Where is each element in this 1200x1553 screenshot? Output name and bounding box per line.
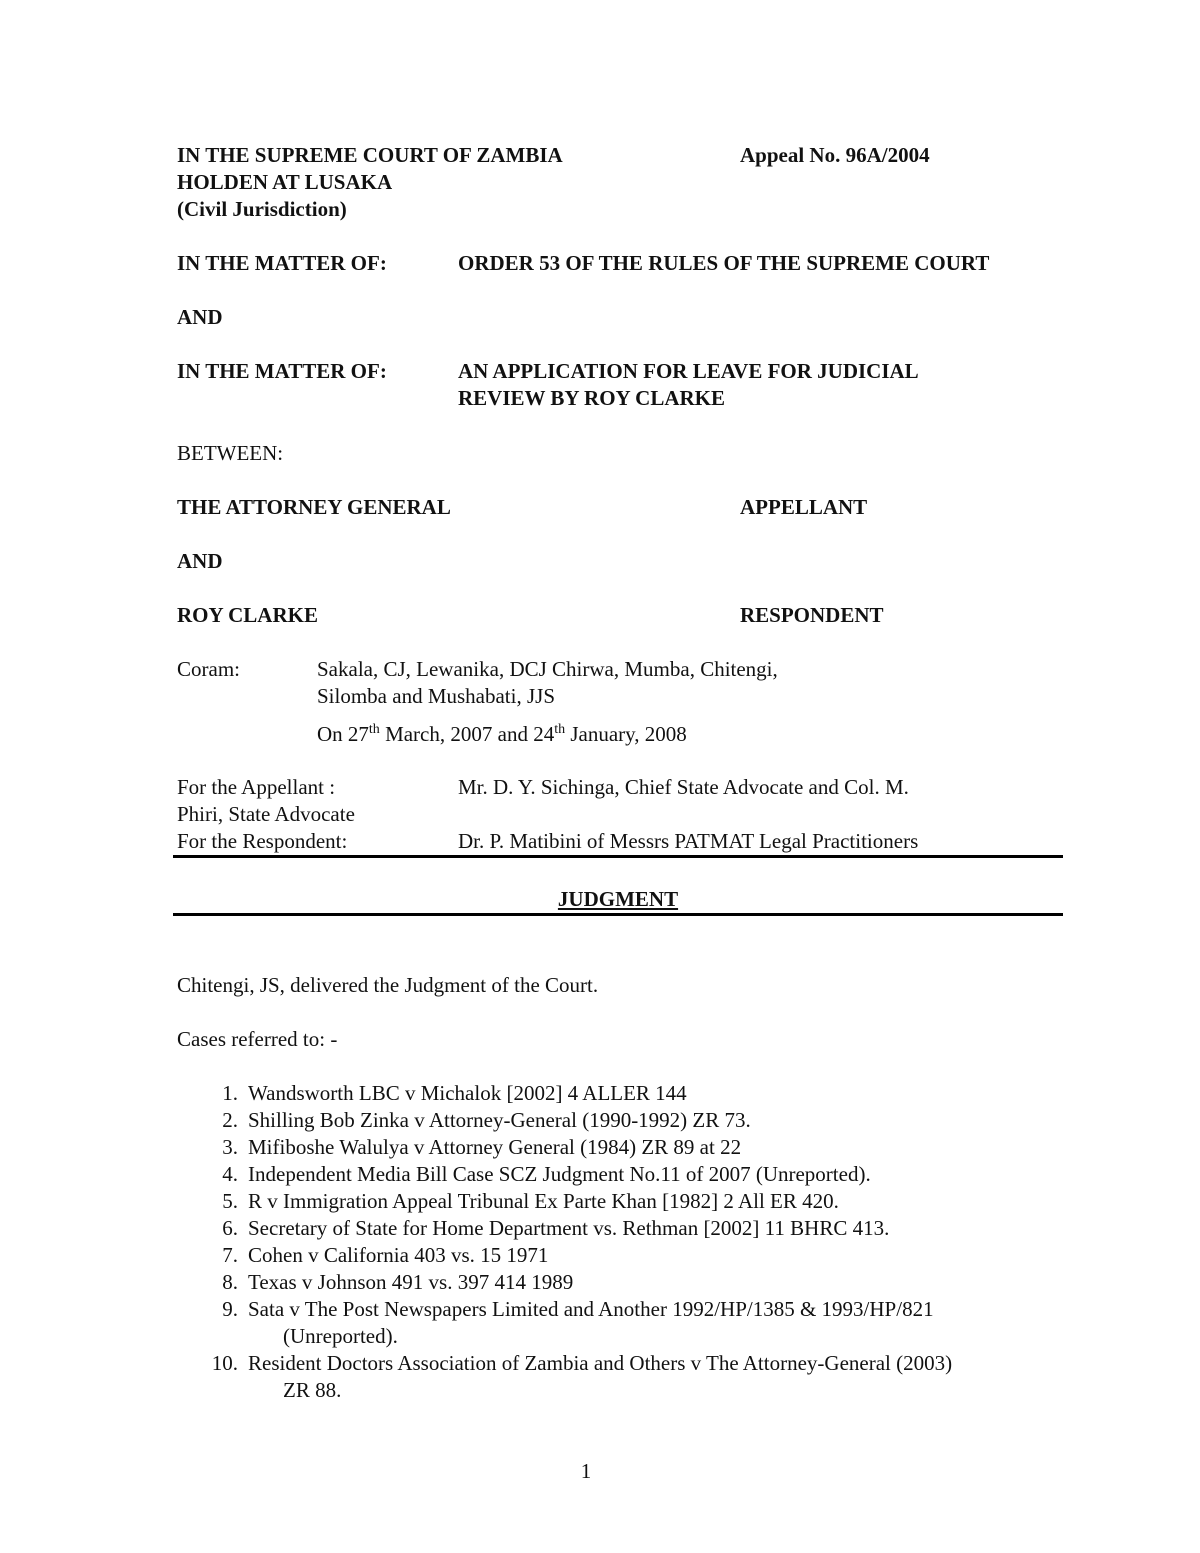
appellant-counsel-label: For the Appellant : [177, 775, 336, 799]
case-item: Sata v The Post Newspapers Limited and Another 1992/HP/1385 & 1993/HP/821 [248, 1297, 934, 1321]
judgment-title: JUDGMENT [557, 887, 679, 911]
case-number: 9. [222, 1297, 238, 1321]
coram-line1: Sakala, CJ, Lewanika, DCJ Chirwa, Mumba, Chitengi, [317, 657, 778, 681]
coram-label: Coram: [177, 657, 240, 681]
appellant-counsel-cont: Phiri, State Advocate [177, 802, 355, 826]
case-item: Resident Doctors Association of Zambia and Others v The Attorney-General (2003) [248, 1351, 953, 1375]
case-item: Secretary of State for Home Department vs. Rethman [2002] 11 BHRC 413. [248, 1216, 890, 1240]
cases-heading: Cases referred to: - [177, 1027, 338, 1051]
between-label: BETWEEN: [177, 441, 284, 465]
matter-text-1: ORDER 53 OF THE RULES OF THE SUPREME COURT [458, 251, 990, 275]
hearing-dates: On 27th March, 2007 and 24th January, 2008 [317, 722, 687, 746]
case-item: R v Immigration Appeal Tribunal Ex Parte Khan [1982] 2 All ER 420. [248, 1189, 839, 1213]
role-respondent: RESPONDENT [740, 603, 884, 627]
matter-and: AND [177, 305, 223, 329]
case-number: 7. [222, 1243, 238, 1267]
appeal-number: Appeal No. 96A/2004 [740, 143, 930, 167]
party-appellant: THE ATTORNEY GENERAL [177, 495, 451, 519]
divider-bottom [173, 913, 1063, 916]
case-item: Texas v Johnson 491 vs. 397 414 1989 [248, 1270, 574, 1294]
matter-label-1: IN THE MATTER OF: [177, 251, 387, 275]
jurisdiction: (Civil Jurisdiction) [177, 197, 347, 221]
coram-line2: Silomba and Mushabati, JJS [317, 684, 556, 708]
respondent-counsel: Dr. P. Matibini of Messrs PATMAT Legal Practitioners [458, 829, 919, 853]
parties-and: AND [177, 549, 223, 573]
case-number: 2. [222, 1108, 238, 1132]
case-item-continuation: ZR 88. [283, 1378, 342, 1402]
case-number: 8. [222, 1270, 238, 1294]
party-respondent: ROY CLARKE [177, 603, 318, 627]
case-number: 10. [211, 1351, 238, 1375]
case-item: Independent Media Bill Case SCZ Judgment No.11 of 2007 (Unreported). [248, 1162, 871, 1186]
case-number: 5. [222, 1189, 238, 1213]
divider-top [173, 855, 1063, 858]
matter-label-2: IN THE MATTER OF: [177, 359, 387, 383]
case-item: Shilling Bob Zinka v Attorney-General (1990-1992) ZR 73. [248, 1108, 751, 1132]
case-number: 4. [222, 1162, 238, 1186]
case-item: Wandsworth LBC v Michalok [2002] 4 ALLER 144 [248, 1081, 687, 1105]
case-number: 6. [222, 1216, 238, 1240]
respondent-counsel-label: For the Respondent: [177, 829, 348, 853]
case-item-continuation: (Unreported). [283, 1324, 398, 1348]
court-name: IN THE SUPREME COURT OF ZAMBIA [177, 143, 563, 167]
delivered-by: Chitengi, JS, delivered the Judgment of the Court. [177, 973, 599, 997]
holden-at: HOLDEN AT LUSAKA [177, 170, 393, 194]
case-item: Mifiboshe Walulya v Attorney General (1984) ZR 89 at 22 [248, 1135, 742, 1159]
role-appellant: APPELLANT [740, 495, 868, 519]
case-number: 1. [222, 1081, 238, 1105]
case-number: 3. [222, 1135, 238, 1159]
matter-text-2-line1: AN APPLICATION FOR LEAVE FOR JUDICIAL [458, 359, 919, 383]
appellant-counsel: Mr. D. Y. Sichinga, Chief State Advocate and Col. M. [458, 775, 909, 799]
case-item: Cohen v California 403 vs. 15 1971 [248, 1243, 549, 1267]
matter-text-2-line2: REVIEW BY ROY CLARKE [458, 386, 726, 410]
page-number: 1 [580, 1459, 592, 1483]
